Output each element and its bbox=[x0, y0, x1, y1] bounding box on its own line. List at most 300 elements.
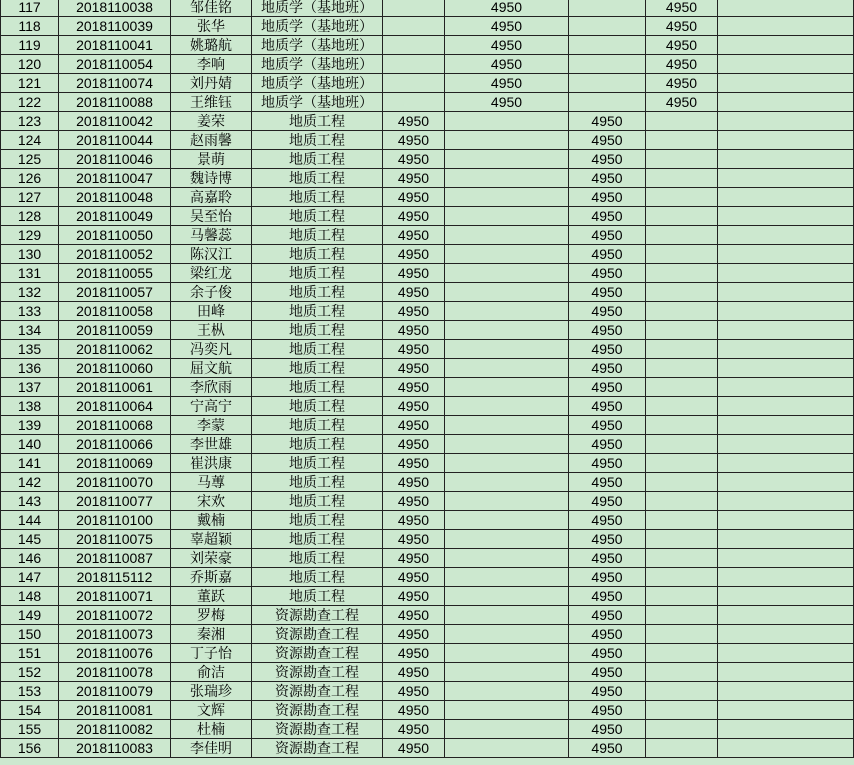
student-id-cell[interactable]: 2018110052 bbox=[59, 245, 171, 264]
major-cell[interactable]: 地质工程 bbox=[252, 549, 383, 568]
major-cell[interactable]: 地质工程 bbox=[252, 169, 383, 188]
empty-cell[interactable] bbox=[718, 340, 854, 359]
amount-cell[interactable]: 4950 bbox=[383, 663, 445, 682]
empty-cell[interactable] bbox=[718, 739, 854, 758]
amount-cell[interactable]: 4950 bbox=[383, 625, 445, 644]
row-number-cell[interactable]: 149 bbox=[1, 606, 59, 625]
amount-cell[interactable]: 4950 bbox=[383, 454, 445, 473]
empty-cell[interactable] bbox=[718, 397, 854, 416]
empty-cell[interactable] bbox=[718, 93, 854, 112]
row-number-cell[interactable]: 135 bbox=[1, 340, 59, 359]
amount-cell[interactable] bbox=[646, 112, 718, 131]
amount-cell[interactable] bbox=[445, 321, 569, 340]
amount-cell[interactable] bbox=[445, 397, 569, 416]
student-name-cell[interactable]: 马馨蕊 bbox=[171, 226, 252, 245]
student-name-cell[interactable]: 俞洁 bbox=[171, 663, 252, 682]
major-cell[interactable]: 资源勘查工程 bbox=[252, 701, 383, 720]
student-id-cell[interactable]: 2018110081 bbox=[59, 701, 171, 720]
amount-cell[interactable]: 4950 bbox=[569, 492, 646, 511]
major-cell[interactable]: 地质工程 bbox=[252, 530, 383, 549]
amount-cell[interactable]: 4950 bbox=[569, 302, 646, 321]
student-name-cell[interactable]: 李响 bbox=[171, 55, 252, 74]
major-cell[interactable]: 地质工程 bbox=[252, 283, 383, 302]
row-number-cell[interactable]: 119 bbox=[1, 36, 59, 55]
amount-cell[interactable] bbox=[646, 511, 718, 530]
empty-cell[interactable] bbox=[718, 435, 854, 454]
student-id-cell[interactable]: 2018110074 bbox=[59, 74, 171, 93]
amount-cell[interactable] bbox=[445, 302, 569, 321]
amount-cell[interactable]: 4950 bbox=[383, 606, 445, 625]
student-name-cell[interactable]: 赵雨馨 bbox=[171, 131, 252, 150]
amount-cell[interactable] bbox=[383, 93, 445, 112]
amount-cell[interactable]: 4950 bbox=[569, 150, 646, 169]
student-id-cell[interactable]: 2018110071 bbox=[59, 587, 171, 606]
major-cell[interactable]: 地质工程 bbox=[252, 302, 383, 321]
student-id-cell[interactable]: 2018110054 bbox=[59, 55, 171, 74]
major-cell[interactable]: 地质工程 bbox=[252, 492, 383, 511]
amount-cell[interactable] bbox=[445, 682, 569, 701]
row-number-cell[interactable]: 117 bbox=[1, 0, 59, 17]
row-number-cell[interactable]: 151 bbox=[1, 644, 59, 663]
row-number-cell[interactable]: 138 bbox=[1, 397, 59, 416]
amount-cell[interactable] bbox=[445, 264, 569, 283]
amount-cell[interactable]: 4950 bbox=[383, 150, 445, 169]
amount-cell[interactable] bbox=[445, 549, 569, 568]
empty-cell[interactable] bbox=[718, 207, 854, 226]
student-name-cell[interactable]: 景萌 bbox=[171, 150, 252, 169]
row-number-cell[interactable]: 142 bbox=[1, 473, 59, 492]
major-cell[interactable]: 地质工程 bbox=[252, 207, 383, 226]
major-cell[interactable]: 地质学（基地班） bbox=[252, 17, 383, 36]
student-name-cell[interactable]: 姚璐航 bbox=[171, 36, 252, 55]
student-name-cell[interactable]: 梁红龙 bbox=[171, 264, 252, 283]
student-name-cell[interactable]: 张华 bbox=[171, 17, 252, 36]
amount-cell[interactable] bbox=[646, 568, 718, 587]
amount-cell[interactable]: 4950 bbox=[569, 378, 646, 397]
major-cell[interactable]: 地质工程 bbox=[252, 321, 383, 340]
amount-cell[interactable]: 4950 bbox=[383, 264, 445, 283]
amount-cell[interactable]: 4950 bbox=[383, 644, 445, 663]
amount-cell[interactable]: 4950 bbox=[569, 587, 646, 606]
row-number-cell[interactable]: 150 bbox=[1, 625, 59, 644]
student-id-cell[interactable]: 2018110061 bbox=[59, 378, 171, 397]
amount-cell[interactable] bbox=[445, 625, 569, 644]
row-number-cell[interactable]: 128 bbox=[1, 207, 59, 226]
row-number-cell[interactable]: 131 bbox=[1, 264, 59, 283]
amount-cell[interactable]: 4950 bbox=[383, 321, 445, 340]
empty-cell[interactable] bbox=[718, 74, 854, 93]
amount-cell[interactable]: 4950 bbox=[383, 245, 445, 264]
amount-cell[interactable]: 4950 bbox=[445, 17, 569, 36]
amount-cell[interactable] bbox=[646, 682, 718, 701]
amount-cell[interactable]: 4950 bbox=[383, 739, 445, 758]
amount-cell[interactable] bbox=[569, 36, 646, 55]
major-cell[interactable]: 地质学（基地班） bbox=[252, 36, 383, 55]
amount-cell[interactable] bbox=[646, 644, 718, 663]
amount-cell[interactable] bbox=[445, 283, 569, 302]
amount-cell[interactable]: 4950 bbox=[445, 0, 569, 17]
amount-cell[interactable] bbox=[445, 587, 569, 606]
amount-cell[interactable] bbox=[646, 739, 718, 758]
amount-cell[interactable]: 4950 bbox=[569, 739, 646, 758]
amount-cell[interactable]: 4950 bbox=[569, 663, 646, 682]
student-id-cell[interactable]: 2018110083 bbox=[59, 739, 171, 758]
amount-cell[interactable]: 4950 bbox=[569, 701, 646, 720]
amount-cell[interactable] bbox=[569, 17, 646, 36]
major-cell[interactable]: 地质工程 bbox=[252, 245, 383, 264]
major-cell[interactable]: 地质工程 bbox=[252, 359, 383, 378]
amount-cell[interactable]: 4950 bbox=[569, 169, 646, 188]
row-number-cell[interactable]: 144 bbox=[1, 511, 59, 530]
row-number-cell[interactable]: 121 bbox=[1, 74, 59, 93]
major-cell[interactable]: 地质工程 bbox=[252, 511, 383, 530]
student-name-cell[interactable]: 田峰 bbox=[171, 302, 252, 321]
amount-cell[interactable]: 4950 bbox=[383, 340, 445, 359]
amount-cell[interactable] bbox=[646, 283, 718, 302]
student-id-cell[interactable]: 2018110078 bbox=[59, 663, 171, 682]
empty-cell[interactable] bbox=[718, 283, 854, 302]
amount-cell[interactable] bbox=[445, 207, 569, 226]
amount-cell[interactable] bbox=[445, 416, 569, 435]
student-name-cell[interactable]: 董跃 bbox=[171, 587, 252, 606]
major-cell[interactable]: 地质工程 bbox=[252, 188, 383, 207]
major-cell[interactable]: 地质工程 bbox=[252, 226, 383, 245]
amount-cell[interactable] bbox=[646, 188, 718, 207]
student-name-cell[interactable]: 杜楠 bbox=[171, 720, 252, 739]
amount-cell[interactable] bbox=[445, 131, 569, 150]
amount-cell[interactable] bbox=[569, 74, 646, 93]
amount-cell[interactable] bbox=[646, 397, 718, 416]
student-id-cell[interactable]: 2018110049 bbox=[59, 207, 171, 226]
amount-cell[interactable]: 4950 bbox=[569, 625, 646, 644]
amount-cell[interactable]: 4950 bbox=[646, 17, 718, 36]
amount-cell[interactable]: 4950 bbox=[569, 606, 646, 625]
major-cell[interactable]: 地质工程 bbox=[252, 473, 383, 492]
major-cell[interactable]: 资源勘查工程 bbox=[252, 720, 383, 739]
amount-cell[interactable] bbox=[646, 169, 718, 188]
amount-cell[interactable] bbox=[445, 606, 569, 625]
student-id-cell[interactable]: 2018110057 bbox=[59, 283, 171, 302]
student-id-cell[interactable]: 2018110066 bbox=[59, 435, 171, 454]
amount-cell[interactable] bbox=[646, 663, 718, 682]
amount-cell[interactable] bbox=[445, 568, 569, 587]
student-name-cell[interactable]: 戴楠 bbox=[171, 511, 252, 530]
amount-cell[interactable]: 4950 bbox=[445, 55, 569, 74]
row-number-cell[interactable]: 143 bbox=[1, 492, 59, 511]
student-id-cell[interactable]: 2018110039 bbox=[59, 17, 171, 36]
empty-cell[interactable] bbox=[718, 17, 854, 36]
amount-cell[interactable]: 4950 bbox=[569, 321, 646, 340]
amount-cell[interactable]: 4950 bbox=[569, 435, 646, 454]
empty-cell[interactable] bbox=[718, 188, 854, 207]
row-number-cell[interactable]: 146 bbox=[1, 549, 59, 568]
amount-cell[interactable] bbox=[445, 245, 569, 264]
amount-cell[interactable] bbox=[646, 150, 718, 169]
student-id-cell[interactable]: 2018110048 bbox=[59, 188, 171, 207]
student-name-cell[interactable]: 崔洪康 bbox=[171, 454, 252, 473]
amount-cell[interactable]: 4950 bbox=[383, 720, 445, 739]
empty-cell[interactable] bbox=[718, 359, 854, 378]
amount-cell[interactable]: 4950 bbox=[569, 511, 646, 530]
major-cell[interactable]: 地质工程 bbox=[252, 416, 383, 435]
row-number-cell[interactable]: 139 bbox=[1, 416, 59, 435]
empty-cell[interactable] bbox=[718, 36, 854, 55]
major-cell[interactable]: 地质工程 bbox=[252, 454, 383, 473]
amount-cell[interactable] bbox=[445, 644, 569, 663]
student-name-cell[interactable]: 宋欢 bbox=[171, 492, 252, 511]
amount-cell[interactable] bbox=[445, 378, 569, 397]
row-number-cell[interactable]: 156 bbox=[1, 739, 59, 758]
amount-cell[interactable]: 4950 bbox=[383, 492, 445, 511]
student-id-cell[interactable]: 2018110064 bbox=[59, 397, 171, 416]
row-number-cell[interactable]: 127 bbox=[1, 188, 59, 207]
empty-cell[interactable] bbox=[718, 131, 854, 150]
amount-cell[interactable]: 4950 bbox=[569, 188, 646, 207]
row-number-cell[interactable]: 137 bbox=[1, 378, 59, 397]
amount-cell[interactable] bbox=[646, 416, 718, 435]
major-cell[interactable]: 地质工程 bbox=[252, 340, 383, 359]
row-number-cell[interactable]: 118 bbox=[1, 17, 59, 36]
major-cell[interactable]: 地质工程 bbox=[252, 131, 383, 150]
student-id-cell[interactable]: 2018110062 bbox=[59, 340, 171, 359]
student-name-cell[interactable]: 姜荣 bbox=[171, 112, 252, 131]
amount-cell[interactable]: 4950 bbox=[383, 435, 445, 454]
amount-cell[interactable] bbox=[646, 549, 718, 568]
student-name-cell[interactable]: 邹佳铭 bbox=[171, 0, 252, 17]
student-name-cell[interactable]: 李蒙 bbox=[171, 416, 252, 435]
amount-cell[interactable] bbox=[445, 188, 569, 207]
row-number-cell[interactable]: 120 bbox=[1, 55, 59, 74]
amount-cell[interactable] bbox=[646, 321, 718, 340]
amount-cell[interactable]: 4950 bbox=[383, 549, 445, 568]
student-id-cell[interactable]: 2018110070 bbox=[59, 473, 171, 492]
student-name-cell[interactable]: 陈汉江 bbox=[171, 245, 252, 264]
amount-cell[interactable] bbox=[646, 473, 718, 492]
student-id-cell[interactable]: 2018110077 bbox=[59, 492, 171, 511]
major-cell[interactable]: 资源勘查工程 bbox=[252, 644, 383, 663]
row-number-cell[interactable]: 155 bbox=[1, 720, 59, 739]
empty-cell[interactable] bbox=[718, 473, 854, 492]
row-number-cell[interactable]: 130 bbox=[1, 245, 59, 264]
empty-cell[interactable] bbox=[718, 568, 854, 587]
row-number-cell[interactable]: 136 bbox=[1, 359, 59, 378]
row-number-cell[interactable]: 123 bbox=[1, 112, 59, 131]
empty-cell[interactable] bbox=[718, 416, 854, 435]
student-id-cell[interactable]: 2018110060 bbox=[59, 359, 171, 378]
amount-cell[interactable] bbox=[646, 378, 718, 397]
major-cell[interactable]: 地质工程 bbox=[252, 264, 383, 283]
student-id-cell[interactable]: 2018110044 bbox=[59, 131, 171, 150]
amount-cell[interactable]: 4950 bbox=[383, 169, 445, 188]
student-name-cell[interactable]: 吴至怡 bbox=[171, 207, 252, 226]
major-cell[interactable]: 地质工程 bbox=[252, 435, 383, 454]
student-name-cell[interactable]: 张瑞珍 bbox=[171, 682, 252, 701]
empty-cell[interactable] bbox=[718, 492, 854, 511]
amount-cell[interactable]: 4950 bbox=[569, 416, 646, 435]
empty-cell[interactable] bbox=[718, 378, 854, 397]
amount-cell[interactable] bbox=[646, 435, 718, 454]
amount-cell[interactable]: 4950 bbox=[569, 226, 646, 245]
empty-cell[interactable] bbox=[718, 226, 854, 245]
row-number-cell[interactable]: 147 bbox=[1, 568, 59, 587]
amount-cell[interactable] bbox=[445, 359, 569, 378]
amount-cell[interactable] bbox=[445, 739, 569, 758]
amount-cell[interactable]: 4950 bbox=[383, 188, 445, 207]
student-id-cell[interactable]: 2018110079 bbox=[59, 682, 171, 701]
student-id-cell[interactable]: 2018110087 bbox=[59, 549, 171, 568]
amount-cell[interactable]: 4950 bbox=[383, 682, 445, 701]
amount-cell[interactable] bbox=[383, 17, 445, 36]
row-number-cell[interactable]: 153 bbox=[1, 682, 59, 701]
row-number-cell[interactable]: 134 bbox=[1, 321, 59, 340]
empty-cell[interactable] bbox=[718, 302, 854, 321]
student-name-cell[interactable]: 高嘉聆 bbox=[171, 188, 252, 207]
amount-cell[interactable]: 4950 bbox=[383, 207, 445, 226]
empty-cell[interactable] bbox=[718, 321, 854, 340]
row-number-cell[interactable]: 132 bbox=[1, 283, 59, 302]
row-number-cell[interactable]: 140 bbox=[1, 435, 59, 454]
amount-cell[interactable] bbox=[646, 587, 718, 606]
amount-cell[interactable] bbox=[445, 511, 569, 530]
empty-cell[interactable] bbox=[718, 720, 854, 739]
student-id-cell[interactable]: 2018110073 bbox=[59, 625, 171, 644]
major-cell[interactable]: 资源勘查工程 bbox=[252, 606, 383, 625]
student-name-cell[interactable]: 马蓴 bbox=[171, 473, 252, 492]
amount-cell[interactable] bbox=[383, 74, 445, 93]
amount-cell[interactable]: 4950 bbox=[569, 530, 646, 549]
amount-cell[interactable] bbox=[646, 625, 718, 644]
amount-cell[interactable]: 4950 bbox=[569, 473, 646, 492]
amount-cell[interactable]: 4950 bbox=[569, 112, 646, 131]
amount-cell[interactable]: 4950 bbox=[383, 226, 445, 245]
amount-cell[interactable]: 4950 bbox=[569, 454, 646, 473]
empty-cell[interactable] bbox=[718, 663, 854, 682]
amount-cell[interactable]: 4950 bbox=[569, 644, 646, 663]
amount-cell[interactable]: 4950 bbox=[383, 283, 445, 302]
row-number-cell[interactable]: 152 bbox=[1, 663, 59, 682]
amount-cell[interactable]: 4950 bbox=[646, 93, 718, 112]
amount-cell[interactable]: 4950 bbox=[646, 36, 718, 55]
empty-cell[interactable] bbox=[718, 112, 854, 131]
amount-cell[interactable]: 4950 bbox=[383, 568, 445, 587]
amount-cell[interactable]: 4950 bbox=[569, 359, 646, 378]
amount-cell[interactable]: 4950 bbox=[569, 720, 646, 739]
amount-cell[interactable]: 4950 bbox=[383, 397, 445, 416]
amount-cell[interactable]: 4950 bbox=[646, 0, 718, 17]
major-cell[interactable]: 地质学（基地班） bbox=[252, 93, 383, 112]
amount-cell[interactable] bbox=[445, 226, 569, 245]
student-name-cell[interactable]: 冯奕凡 bbox=[171, 340, 252, 359]
student-name-cell[interactable]: 罗梅 bbox=[171, 606, 252, 625]
student-name-cell[interactable]: 李佳明 bbox=[171, 739, 252, 758]
amount-cell[interactable]: 4950 bbox=[383, 359, 445, 378]
amount-cell[interactable]: 4950 bbox=[569, 397, 646, 416]
student-id-cell[interactable]: 2018110042 bbox=[59, 112, 171, 131]
empty-cell[interactable] bbox=[718, 150, 854, 169]
row-number-cell[interactable]: 125 bbox=[1, 150, 59, 169]
empty-cell[interactable] bbox=[718, 682, 854, 701]
amount-cell[interactable]: 4950 bbox=[569, 682, 646, 701]
amount-cell[interactable]: 4950 bbox=[569, 340, 646, 359]
student-name-cell[interactable]: 乔斯嘉 bbox=[171, 568, 252, 587]
student-name-cell[interactable]: 王维钰 bbox=[171, 93, 252, 112]
amount-cell[interactable]: 4950 bbox=[383, 530, 445, 549]
amount-cell[interactable] bbox=[569, 93, 646, 112]
amount-cell[interactable]: 4950 bbox=[383, 378, 445, 397]
major-cell[interactable]: 地质工程 bbox=[252, 378, 383, 397]
student-id-cell[interactable]: 2018110072 bbox=[59, 606, 171, 625]
row-number-cell[interactable]: 154 bbox=[1, 701, 59, 720]
amount-cell[interactable] bbox=[445, 169, 569, 188]
major-cell[interactable]: 地质工程 bbox=[252, 112, 383, 131]
amount-cell[interactable] bbox=[646, 340, 718, 359]
student-name-cell[interactable]: 刘丹婧 bbox=[171, 74, 252, 93]
amount-cell[interactable] bbox=[646, 359, 718, 378]
empty-cell[interactable] bbox=[718, 169, 854, 188]
amount-cell[interactable] bbox=[445, 720, 569, 739]
amount-cell[interactable] bbox=[646, 207, 718, 226]
row-number-cell[interactable]: 124 bbox=[1, 131, 59, 150]
major-cell[interactable]: 地质学（基地班） bbox=[252, 55, 383, 74]
student-id-cell[interactable]: 2018110069 bbox=[59, 454, 171, 473]
amount-cell[interactable] bbox=[646, 131, 718, 150]
amount-cell[interactable] bbox=[646, 302, 718, 321]
student-id-cell[interactable]: 2018110041 bbox=[59, 36, 171, 55]
amount-cell[interactable] bbox=[445, 473, 569, 492]
amount-cell[interactable]: 4950 bbox=[569, 264, 646, 283]
amount-cell[interactable] bbox=[646, 606, 718, 625]
student-id-cell[interactable]: 2018110082 bbox=[59, 720, 171, 739]
major-cell[interactable]: 资源勘查工程 bbox=[252, 663, 383, 682]
row-number-cell[interactable]: 141 bbox=[1, 454, 59, 473]
amount-cell[interactable] bbox=[445, 454, 569, 473]
amount-cell[interactable] bbox=[646, 264, 718, 283]
student-id-cell[interactable]: 2018110100 bbox=[59, 511, 171, 530]
student-name-cell[interactable]: 李欣雨 bbox=[171, 378, 252, 397]
empty-cell[interactable] bbox=[718, 606, 854, 625]
student-name-cell[interactable]: 余子俊 bbox=[171, 283, 252, 302]
student-name-cell[interactable]: 王枞 bbox=[171, 321, 252, 340]
major-cell[interactable]: 地质工程 bbox=[252, 587, 383, 606]
amount-cell[interactable] bbox=[445, 663, 569, 682]
empty-cell[interactable] bbox=[718, 625, 854, 644]
amount-cell[interactable]: 4950 bbox=[445, 74, 569, 93]
amount-cell[interactable] bbox=[445, 492, 569, 511]
major-cell[interactable]: 资源勘查工程 bbox=[252, 625, 383, 644]
empty-cell[interactable] bbox=[718, 530, 854, 549]
amount-cell[interactable]: 4950 bbox=[383, 701, 445, 720]
empty-cell[interactable] bbox=[718, 644, 854, 663]
amount-cell[interactable] bbox=[445, 150, 569, 169]
amount-cell[interactable]: 4950 bbox=[383, 416, 445, 435]
row-number-cell[interactable]: 133 bbox=[1, 302, 59, 321]
student-id-cell[interactable]: 2018110050 bbox=[59, 226, 171, 245]
student-name-cell[interactable]: 魏诗博 bbox=[171, 169, 252, 188]
amount-cell[interactable]: 4950 bbox=[569, 245, 646, 264]
empty-cell[interactable] bbox=[718, 0, 854, 17]
empty-cell[interactable] bbox=[718, 55, 854, 74]
student-name-cell[interactable]: 宁高宁 bbox=[171, 397, 252, 416]
amount-cell[interactable] bbox=[445, 340, 569, 359]
student-name-cell[interactable]: 文辉 bbox=[171, 701, 252, 720]
amount-cell[interactable] bbox=[646, 226, 718, 245]
amount-cell[interactable] bbox=[646, 454, 718, 473]
student-name-cell[interactable]: 屈文航 bbox=[171, 359, 252, 378]
major-cell[interactable]: 资源勘查工程 bbox=[252, 682, 383, 701]
amount-cell[interactable]: 4950 bbox=[569, 207, 646, 226]
student-id-cell[interactable]: 2018110058 bbox=[59, 302, 171, 321]
amount-cell[interactable]: 4950 bbox=[569, 283, 646, 302]
